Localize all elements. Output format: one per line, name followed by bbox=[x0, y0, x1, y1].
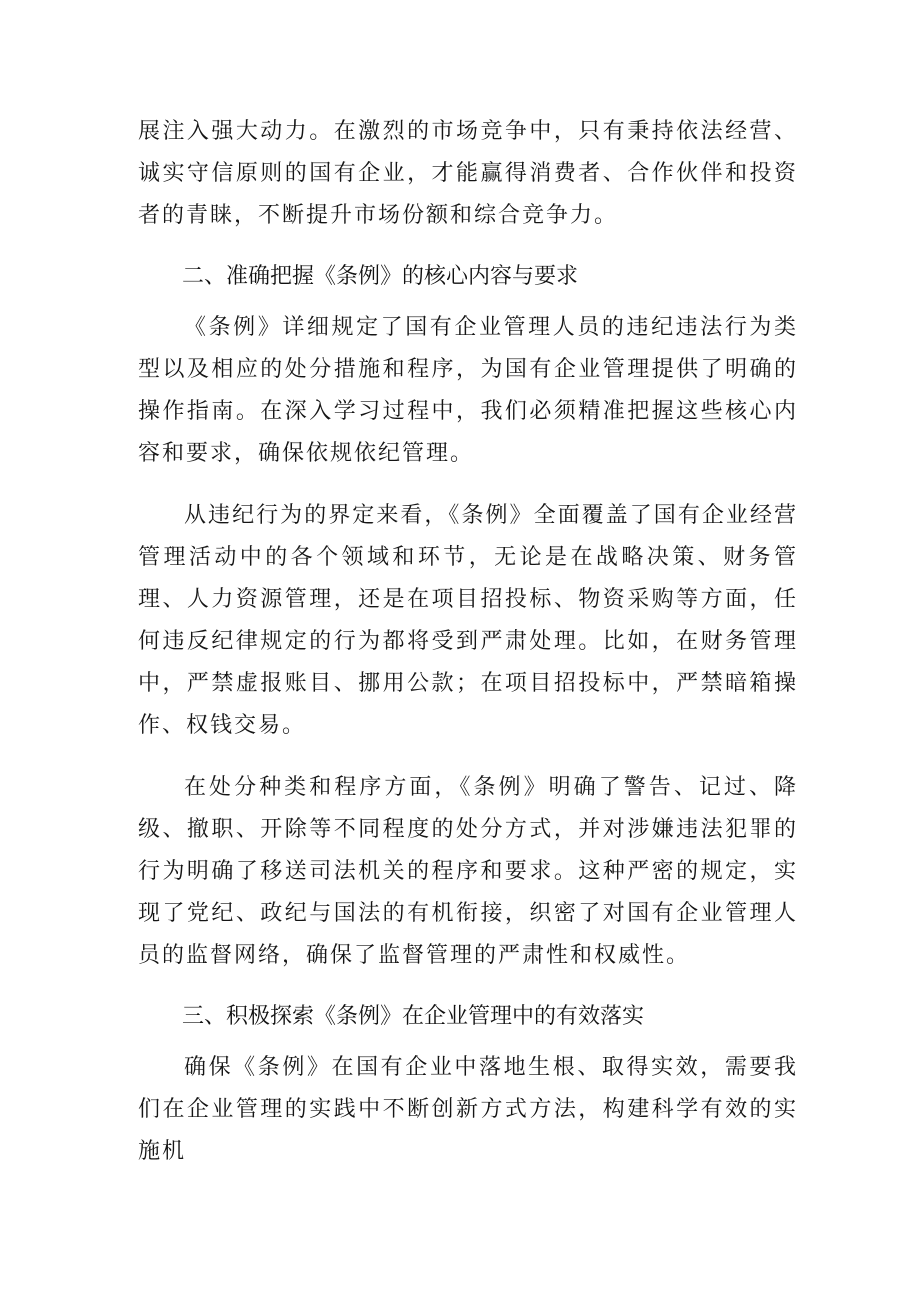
spacer bbox=[138, 237, 798, 257]
paragraph: 在处分种类和程序方面，《条例》明确了警告、记过、降级、撤职、开除等不同程度的处分方式，并对涉嫌违法犯罪的行为明确了移送司法机关的程序和要求。这种严密的规定，实现了党纪、政纪与国法的有机衔接，织密了对国有企业管理人员的监督网络，确保了监督管理的严肃性和权威性。 bbox=[138, 775, 798, 968]
paragraph: 确保《条例》在国有企业中落地生根、取得实效，需要我们在企业管理的实践中不断创新方式方法，构建科学有效的实施机 bbox=[138, 1055, 798, 1164]
section-heading-2: 二、准确把握《条例》的核心内容与要求 bbox=[182, 264, 579, 289]
spacer bbox=[138, 747, 798, 767]
section-heading-3: 三、积极探索《条例》在企业管理中的有效落实 bbox=[182, 1004, 645, 1029]
spacer bbox=[138, 1037, 798, 1047]
spacer bbox=[138, 297, 798, 307]
spacer bbox=[138, 977, 798, 997]
paragraph-continued: 展注入强大动力。在激烈的市场竞争中，只有秉持依法经营、诚实守信原则的国有企业，才能赢得消费者、合作伙伴和投资者的青睐，不断提升市场份额和综合竞争力。 bbox=[138, 119, 798, 228]
spacer bbox=[138, 475, 798, 495]
paragraph: 《条例》详细规定了国有企业管理人员的违纪违法行为类型以及相应的处分措施和程序，为国有企业管理提供了明确的操作指南。在深入学习过程中，我们必须精准把握这些核心内容和要求，确保依规依纪管理。 bbox=[138, 315, 798, 466]
document-body bbox=[138, 111, 798, 1173]
paragraph: 从违纪行为的界定来看，《条例》全面覆盖了国有企业经营管理活动中的各个领域和环节，无论是在战略决策、财务管理、人力资源管理，还是在项目招投标、物资采购等方面，任何违反纪律规定的行为都将受到严肃处理。比如，在财务管理中，严禁虚报账目、挪用公款；在项目招投标中，严禁暗箱操作、权钱交易。 bbox=[138, 503, 798, 738]
